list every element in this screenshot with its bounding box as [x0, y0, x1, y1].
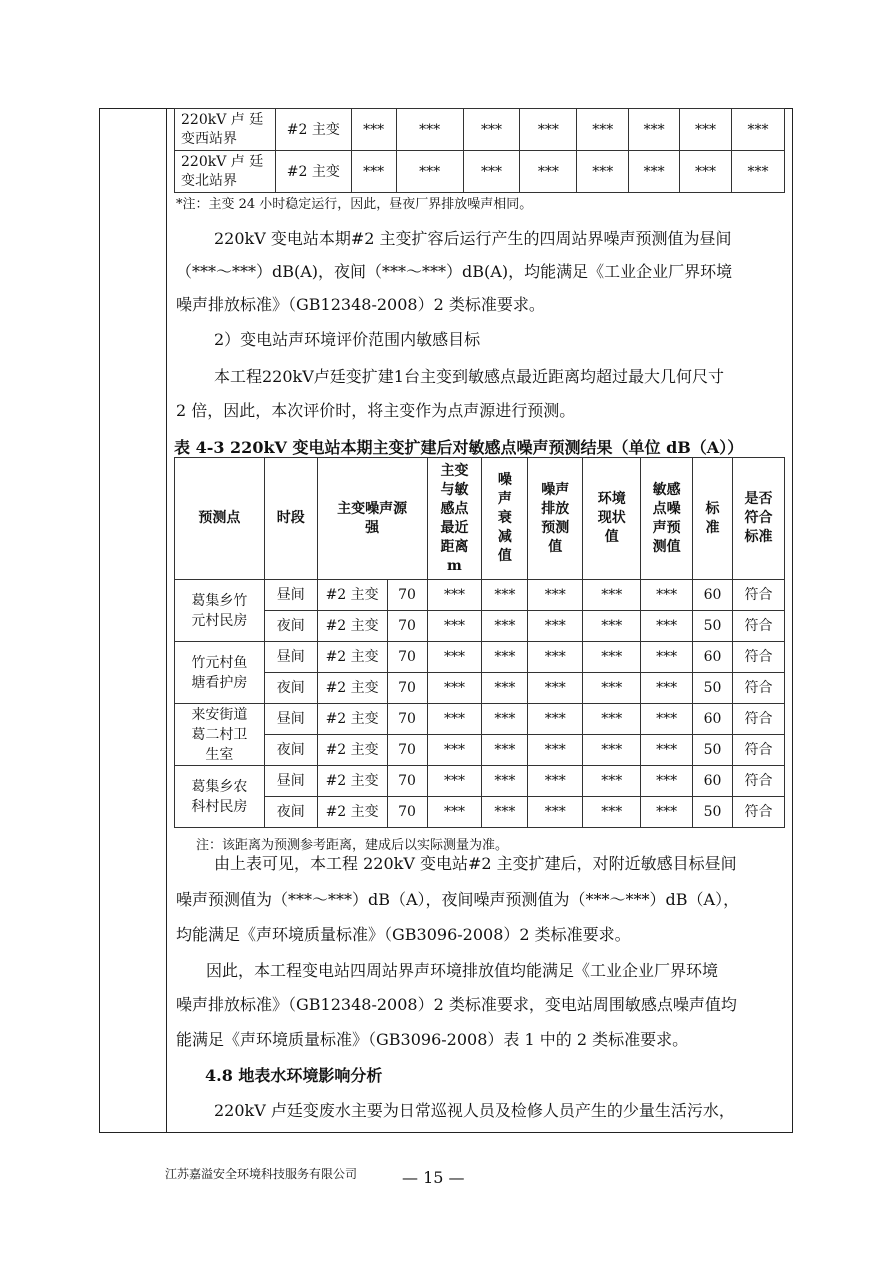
page-number: — 15 — [402, 1168, 465, 1187]
standard-cell: 50 [693, 673, 733, 704]
standard-cell: 60 [693, 642, 733, 673]
level-cell: 70 [387, 766, 427, 797]
compliance-cell: 符合 [733, 580, 785, 611]
attenuation-cell: *** [482, 704, 528, 735]
value-cell: *** [463, 109, 520, 151]
site-cell: 220kV 卢 廷 变西站界 [175, 109, 276, 151]
period-cell: 昼间 [264, 766, 317, 797]
table1-note: *注：主变 24 小时稳定运行，因此，昼夜厂界排放噪声相同。 [176, 197, 533, 212]
emission-cell: *** [528, 704, 583, 735]
background-cell: *** [583, 673, 641, 704]
period-cell: 昼间 [264, 580, 317, 611]
source-cell: #2 主变 [275, 151, 351, 193]
table-row [175, 151, 785, 193]
header-period: 时段 [264, 458, 317, 580]
background-cell: *** [583, 766, 641, 797]
value-cell: *** [680, 109, 732, 151]
sensitive-noise-table [174, 457, 785, 828]
value-cell: *** [396, 151, 463, 193]
header-background: 环境 现状 值 [583, 458, 641, 580]
header-point: 预测点 [175, 458, 265, 580]
attenuation-cell: *** [482, 673, 528, 704]
standard-cell: 60 [693, 580, 733, 611]
level-cell: 70 [387, 704, 427, 735]
compliance-cell: 符合 [733, 704, 785, 735]
emission-cell: *** [528, 735, 583, 766]
level-cell: 70 [387, 735, 427, 766]
attenuation-cell: *** [482, 611, 528, 642]
site-cell: 220kV 卢 廷 变北站界 [175, 151, 276, 193]
distance-cell: *** [427, 797, 482, 828]
table2-note: 注：该距离为预测参考距离，建成后以实际测量为准。 [196, 838, 509, 853]
standard-cell: 50 [693, 735, 733, 766]
paragraph-line: （***～***）dB(A)，夜间（***～***）dB(A)，均能满足《工业企业厂界环境 [176, 262, 733, 281]
source-cell: #2 主变 [317, 580, 387, 611]
compliance-cell: 符合 [733, 642, 785, 673]
distance-cell: *** [427, 704, 482, 735]
level-cell: 70 [387, 797, 427, 828]
paragraph-line: 220kV 变电站本期#2 主变扩容后运行产生的四周站界噪声预测值为昼间 [214, 229, 732, 248]
value-cell: *** [629, 109, 680, 151]
value-cell: *** [629, 151, 680, 193]
table-row [175, 766, 785, 797]
footer-company: 江苏嘉溢安全环境科技服务有限公司 [165, 1167, 358, 1181]
paragraph-line: 噪声预测值为（***～***）dB（A），夜间噪声预测值为（***～***）dB（A）， [176, 890, 740, 909]
distance-cell: *** [427, 580, 482, 611]
background-cell: *** [583, 797, 641, 828]
table-row [175, 580, 785, 611]
emission-cell: *** [528, 766, 583, 797]
paragraph-line: 由上表可见，本工程 220kV 变电站#2 主变扩建后，对附近敏感目标昼间 [214, 854, 737, 873]
period-cell: 昼间 [264, 642, 317, 673]
paragraph-line: 噪声排放标准》（GB12348-2008）2 类标准要求。 [176, 295, 545, 314]
prediction-cell: *** [641, 580, 693, 611]
paragraph-line: 均能满足《声环境质量标准》（GB3096-2008）2 类标准要求。 [176, 925, 631, 944]
attenuation-cell: *** [482, 797, 528, 828]
table2-title: 表 4-3 220kV 变电站本期主变扩建后对敏感点噪声预测结果（单位 dB（A）） [174, 438, 744, 457]
value-cell: *** [577, 151, 629, 193]
table-row [175, 611, 785, 642]
value-cell: *** [463, 151, 520, 193]
level-cell: 70 [387, 611, 427, 642]
emission-cell: *** [528, 580, 583, 611]
value-cell: *** [732, 151, 785, 193]
prediction-cell: *** [641, 797, 693, 828]
point-cell: 葛集乡竹 元村民房 [175, 580, 265, 642]
point-cell: 来安街道 葛二村卫 生室 [175, 704, 265, 766]
value-cell: *** [577, 109, 629, 151]
boundary-noise-table [174, 108, 785, 193]
compliance-cell: 符合 [733, 673, 785, 704]
frame-divider [166, 109, 167, 1132]
background-cell: *** [583, 704, 641, 735]
header-standard: 标 准 [693, 458, 733, 580]
attenuation-cell: *** [482, 735, 528, 766]
table-row [175, 109, 785, 151]
table-row [175, 735, 785, 766]
value-cell: *** [396, 109, 463, 151]
compliance-cell: 符合 [733, 797, 785, 828]
standard-cell: 50 [693, 797, 733, 828]
source-cell: #2 主变 [317, 766, 387, 797]
header-sensitive: 敏感 点噪 声预 测值 [641, 458, 693, 580]
header-compliance: 是否 符合 标准 [733, 458, 785, 580]
standard-cell: 60 [693, 766, 733, 797]
header-attenuation: 噪 声 衰 减 值 [482, 458, 528, 580]
distance-cell: *** [427, 673, 482, 704]
value-cell: *** [520, 109, 577, 151]
source-cell: #2 主变 [317, 642, 387, 673]
paragraph-line: 220kV 卢廷变废水主要为日常巡视人员及检修人员产生的少量生活污水， [214, 1101, 735, 1120]
point-cell: 葛集乡农 科村民房 [175, 766, 265, 828]
standard-cell: 60 [693, 704, 733, 735]
header-distance: 主变 与敏 感点 最近 距离 m [427, 458, 482, 580]
table-header-row [175, 458, 785, 580]
prediction-cell: *** [641, 611, 693, 642]
source-cell: #2 主变 [317, 797, 387, 828]
period-cell: 夜间 [264, 797, 317, 828]
table-row [175, 797, 785, 828]
source-cell: #2 主变 [275, 109, 351, 151]
value-cell: *** [351, 151, 396, 193]
source-cell: #2 主变 [317, 704, 387, 735]
source-cell: #2 主变 [317, 735, 387, 766]
background-cell: *** [583, 611, 641, 642]
table-row [175, 704, 785, 735]
attenuation-cell: *** [482, 642, 528, 673]
table-row [175, 642, 785, 673]
value-cell: *** [351, 109, 396, 151]
value-cell: *** [520, 151, 577, 193]
background-cell: *** [583, 735, 641, 766]
distance-cell: *** [427, 735, 482, 766]
compliance-cell: 符合 [733, 735, 785, 766]
distance-cell: *** [427, 642, 482, 673]
distance-cell: *** [427, 766, 482, 797]
standard-cell: 50 [693, 611, 733, 642]
background-cell: *** [583, 580, 641, 611]
source-cell: #2 主变 [317, 673, 387, 704]
prediction-cell: *** [641, 766, 693, 797]
emission-cell: *** [528, 797, 583, 828]
period-cell: 夜间 [264, 611, 317, 642]
emission-cell: *** [528, 673, 583, 704]
source-cell: #2 主变 [317, 611, 387, 642]
level-cell: 70 [387, 642, 427, 673]
paragraph-line: 能满足《声环境质量标准》（GB3096-2008）表 1 中的 2 类标准要求。 [176, 1030, 689, 1049]
value-cell: *** [680, 151, 732, 193]
header-emission: 噪声 排放 预测 值 [528, 458, 583, 580]
level-cell: 70 [387, 673, 427, 704]
prediction-cell: *** [641, 642, 693, 673]
period-cell: 夜间 [264, 735, 317, 766]
paragraph-line: 2 倍，因此，本次评价时，将主变作为点声源进行预测。 [176, 401, 576, 420]
paragraph-line: 本工程220kV卢廷变扩建1台主变到敏感点最近距离均超过最大几何尺寸 [214, 367, 724, 386]
value-cell: *** [732, 109, 785, 151]
header-source: 主变噪声源 强 [317, 458, 427, 580]
emission-cell: *** [528, 642, 583, 673]
prediction-cell: *** [641, 735, 693, 766]
attenuation-cell: *** [482, 766, 528, 797]
compliance-cell: 符合 [733, 611, 785, 642]
distance-cell: *** [427, 611, 482, 642]
attenuation-cell: *** [482, 580, 528, 611]
paragraph-line: 因此，本工程变电站四周站界声环境排放值均能满足《工业企业厂界环境 [206, 961, 719, 980]
point-cell: 竹元村鱼 塘看护房 [175, 642, 265, 704]
background-cell: *** [583, 642, 641, 673]
prediction-cell: *** [641, 673, 693, 704]
paragraph-line: 噪声排放标准》（GB12348-2008）2 类标准要求，变电站周围敏感点噪声值均 [176, 995, 737, 1014]
emission-cell: *** [528, 611, 583, 642]
period-cell: 昼间 [264, 704, 317, 735]
paragraph-line: 2）变电站声环境评价范围内敏感目标 [214, 330, 481, 349]
table-row [175, 673, 785, 704]
section-heading: 4.8 地表水环境影响分析 [205, 1066, 383, 1085]
period-cell: 夜间 [264, 673, 317, 704]
level-cell: 70 [387, 580, 427, 611]
compliance-cell: 符合 [733, 766, 785, 797]
prediction-cell: *** [641, 704, 693, 735]
